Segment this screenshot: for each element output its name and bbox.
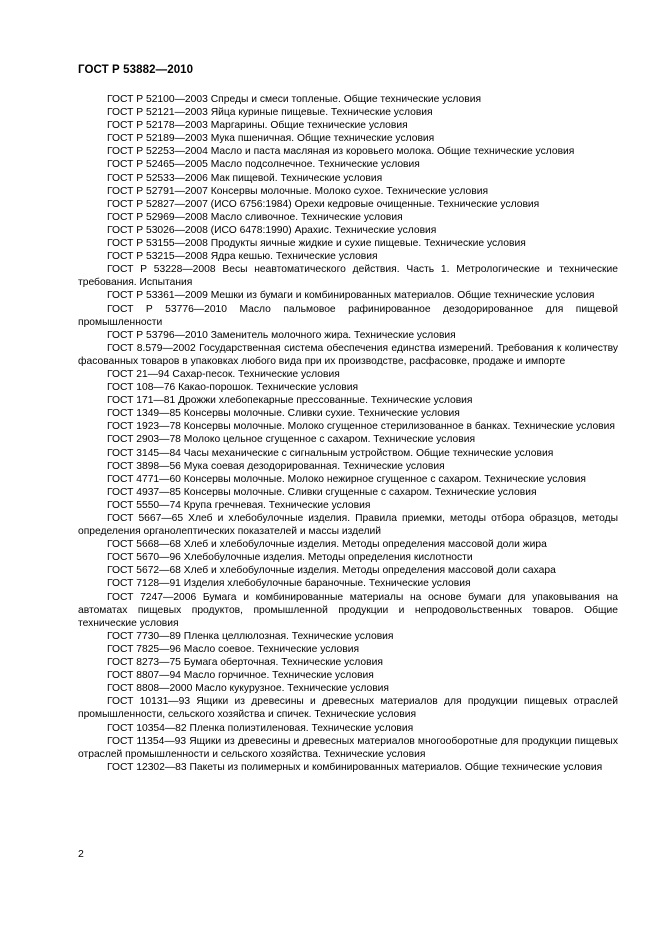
- reference-code: ГОСТ Р 52253—2004: [107, 146, 208, 158]
- reference-title: Какао-порошок. Технические условия: [178, 382, 359, 394]
- reference-item: [78, 342, 618, 368]
- reference-code: ГОСТ 5668—68: [107, 539, 181, 551]
- reference-item: [78, 669, 618, 682]
- reference-code: ГОСТ Р 52969—2008: [107, 211, 208, 223]
- reference-code: ГОСТ 8273—75: [107, 657, 181, 669]
- reference-title: Ящики из древесины и древесных материалов для продукции пищевых отраслей промышленности, сельского хозяйства и спичек. Технические условия: [78, 696, 618, 721]
- reference-title: Мука пшеничная. Общие технические условия: [210, 133, 435, 145]
- reference-code: ГОСТ Р 53361—2009: [107, 290, 208, 302]
- reference-item: [78, 460, 618, 473]
- reference-code: ГОСТ 108—76: [107, 382, 176, 394]
- reference-item: [78, 132, 618, 145]
- reference-code: ГОСТ 7128—91: [107, 578, 181, 590]
- reference-item: [78, 499, 618, 512]
- reference-item: [78, 303, 618, 329]
- reference-title: Изделия хлебобулочные бараночные. Технические условия: [183, 578, 471, 590]
- reference-item: [78, 486, 618, 499]
- reference-title: Арахис. Технические условия: [294, 224, 437, 236]
- reference-code: ГОСТ 8808—2000: [107, 683, 193, 695]
- reference-code: ГОСТ 5670—96: [107, 552, 181, 564]
- reference-code: ГОСТ 11354—93: [107, 735, 187, 747]
- reference-title: Заменитель молочного жира. Технические условия: [210, 329, 456, 341]
- reference-code: ГОСТ 10131—93: [107, 696, 191, 708]
- reference-title: Ядра кешью. Технические условия: [210, 251, 378, 263]
- reference-item: [78, 407, 618, 420]
- reference-code: ГОСТ Р 52178—2003: [107, 120, 208, 132]
- reference-title: Масло пальмовое рафинированное дезодорированное для пищевой промышленности: [78, 303, 618, 328]
- reference-code: ГОСТ 3145—84: [107, 447, 181, 459]
- reference-title: Пленка целлюлозная. Технические условия: [183, 630, 394, 642]
- reference-code: ГОСТ 4771—60: [107, 473, 181, 485]
- normative-references-list: [78, 93, 618, 774]
- reference-item: [78, 381, 618, 394]
- reference-item: [78, 433, 618, 446]
- reference-title: Мак пищевой. Технические условия: [210, 172, 383, 184]
- reference-code: ГОСТ 4937—85: [107, 486, 181, 498]
- reference-item: [78, 591, 618, 630]
- reference-item: [78, 630, 618, 643]
- reference-title: Консервы молочные. Сливки сухие. Технические условия: [183, 408, 460, 420]
- reference-item: [78, 722, 618, 735]
- reference-item: [78, 263, 618, 289]
- reference-item: [78, 368, 618, 381]
- reference-item: [78, 329, 618, 342]
- reference-title: Яйца куриные пищевые. Технические условия: [210, 107, 433, 119]
- reference-item: [78, 551, 618, 564]
- reference-code: ГОСТ 7247—2006: [107, 591, 197, 603]
- reference-item: [78, 158, 618, 171]
- reference-title: Бумага оберточная. Технические условия: [183, 657, 383, 669]
- reference-item: [78, 211, 618, 224]
- reference-code: ГОСТ 5550—74: [107, 499, 181, 511]
- reference-item: [78, 224, 618, 237]
- reference-title: Хлеб и хлебобулочные изделия. Правила приемки, методы отбора образцов, методы определения органолептических показателей и массы изделий: [78, 513, 618, 538]
- reference-item: [78, 447, 618, 460]
- reference-item: [78, 106, 618, 119]
- reference-title: Продукты яичные жидкие и сухие пищевые. Технические условия: [210, 238, 526, 250]
- reference-item: [78, 420, 618, 433]
- reference-item: [78, 172, 618, 185]
- reference-code: ГОСТ Р 53228—2008: [107, 264, 216, 276]
- reference-code: ГОСТ 1349—85: [107, 408, 181, 420]
- reference-item: [78, 564, 618, 577]
- reference-code: ГОСТ 2903—78: [107, 434, 181, 446]
- reference-item: [78, 577, 618, 590]
- reference-code: ГОСТ 8807—94: [107, 670, 181, 682]
- reference-title: Масло соевое. Технические условия: [183, 643, 360, 655]
- reference-item: [78, 289, 618, 302]
- reference-title: Масло подсолнечное. Технические условия: [210, 159, 420, 171]
- reference-title: Хлеб и хлебобулочные изделия. Методы определения массовой доли жира: [183, 539, 547, 551]
- reference-item: [78, 682, 618, 695]
- reference-item: [78, 643, 618, 656]
- reference-code: ГОСТ Р 52100—2003: [107, 94, 208, 105]
- reference-item: [78, 538, 618, 551]
- reference-code: ГОСТ 7730—89: [107, 630, 181, 642]
- reference-title: Масло горчичное. Технические условия: [183, 670, 374, 682]
- reference-item: [78, 250, 618, 263]
- reference-item: [78, 695, 618, 721]
- reference-code: ГОСТ 5667—65: [107, 513, 184, 524]
- reference-item: [78, 656, 618, 669]
- reference-title: Пленка полиэтиленовая. Технические условия: [189, 722, 414, 734]
- reference-title: Хлебобулочные изделия. Методы определения кислотности: [183, 552, 473, 564]
- reference-title: Мешки из бумаги и комбинированных материалов. Общие технические условия: [210, 290, 595, 302]
- reference-item: [78, 761, 618, 774]
- reference-code: ГОСТ 21—94: [107, 368, 170, 380]
- reference-title: Консервы молочные. Молоко нежирное сгущенное с сахаром. Технические условия: [183, 473, 586, 485]
- document-header: ГОСТ Р 53882—2010: [78, 64, 194, 76]
- reference-title: Хлеб и хлебобулочные изделия. Методы определения массовой доли сахара: [183, 565, 556, 577]
- reference-title: Орехи кедровые очищенные. Технические условия: [294, 198, 540, 210]
- reference-code: ГОСТ 10354—82: [107, 722, 187, 734]
- reference-code: ГОСТ Р 53155—2008: [107, 238, 208, 250]
- reference-item: [78, 735, 618, 761]
- reference-item: [78, 198, 618, 211]
- reference-title: Государственная система обеспечения единства измерений. Требования к количеству фасованных товаров в упаковках любого вида при их производстве, расфасовке, продаже и импорте: [78, 342, 618, 367]
- reference-code: ГОСТ Р 53796—2010: [107, 329, 208, 341]
- reference-item: [78, 93, 618, 106]
- reference-code: ГОСТ Р 53215—2008: [107, 251, 208, 263]
- reference-title: Дрожжи хлебопекарные прессованные. Технические условия: [178, 395, 473, 407]
- reference-title: Масло и паста масляная из коровьего молока. Общие технические условия: [210, 146, 575, 158]
- reference-title: Часы механические с сигнальным устройством. Общие технические условия: [183, 447, 554, 459]
- reference-title: Масло сливочное. Технические условия: [210, 211, 403, 223]
- reference-title: Ящики из древесины и древесных материалов многооборотные для продукции пищевых отраслей промышленности и сельского хозяйства. Технические условия: [78, 735, 618, 760]
- reference-code: ГОСТ Р 52533—2006: [107, 172, 208, 184]
- reference-code: ГОСТ Р 53026—2008 (ИСО 6478:1990): [107, 224, 292, 236]
- reference-code: ГОСТ 7825—96: [107, 643, 181, 655]
- reference-item: [78, 185, 618, 198]
- reference-item: [78, 512, 618, 538]
- reference-code: ГОСТ Р 52791—2007: [107, 185, 208, 197]
- reference-code: ГОСТ 171—81: [107, 395, 176, 407]
- reference-title: Консервы молочные. Сливки сгущенные с сахаром. Технические условия: [183, 486, 537, 498]
- reference-title: Маргарины. Общие технические условия: [210, 120, 408, 132]
- reference-title: Консервы молочные. Молоко сгущенное стерилизованное в банках. Технические условия: [183, 421, 615, 433]
- reference-code: ГОСТ Р 52465—2005: [107, 159, 208, 171]
- reference-code: ГОСТ Р 52189—2003: [107, 133, 208, 145]
- reference-item: [78, 237, 618, 250]
- reference-code: ГОСТ Р 53776—2010: [107, 303, 228, 315]
- reference-title: Молоко цельное сгущенное с сахаром. Технические условия: [183, 434, 476, 446]
- reference-code: ГОСТ 3898—56: [107, 460, 181, 472]
- reference-title: Крупа гречневая. Технические условия: [183, 499, 371, 511]
- reference-title: Масло кукурузное. Технические условия: [195, 683, 390, 695]
- reference-title: Весы неавтоматического действия. Часть 1. Метрологические и технические требования. Испытания: [78, 264, 618, 289]
- reference-code: ГОСТ Р 52827—2007 (ИСО 6756:1984): [107, 198, 292, 210]
- reference-item: [78, 119, 618, 132]
- reference-title: Бумага и комбинированные материалы на основе бумаги для упаковывания на автоматах пищевых продуктов, промышленной продукции и непродовольственных товаров. Общие технические условия: [78, 591, 618, 629]
- reference-code: ГОСТ 1923—78: [107, 421, 181, 433]
- reference-item: [78, 473, 618, 486]
- reference-code: ГОСТ 8.579—2002: [107, 342, 196, 354]
- reference-title: Консервы молочные. Молоко сухое. Технические условия: [210, 185, 489, 197]
- reference-title: Пакеты из полимерных и комбинированных материалов. Общие технические условия: [189, 761, 603, 773]
- page-number: 2: [78, 848, 84, 860]
- reference-title: Мука соевая дезодорированная. Технические условия: [183, 460, 445, 472]
- reference-code: ГОСТ Р 52121—2003: [107, 107, 208, 119]
- reference-title: Спреды и смеси топленые. Общие технические условия: [210, 94, 482, 105]
- reference-title: Сахар-песок. Технические условия: [172, 368, 340, 380]
- reference-code: ГОСТ 12302—83: [107, 761, 187, 773]
- reference-code: ГОСТ 5672—68: [107, 565, 181, 577]
- reference-item: [78, 394, 618, 407]
- reference-item: [78, 145, 618, 158]
